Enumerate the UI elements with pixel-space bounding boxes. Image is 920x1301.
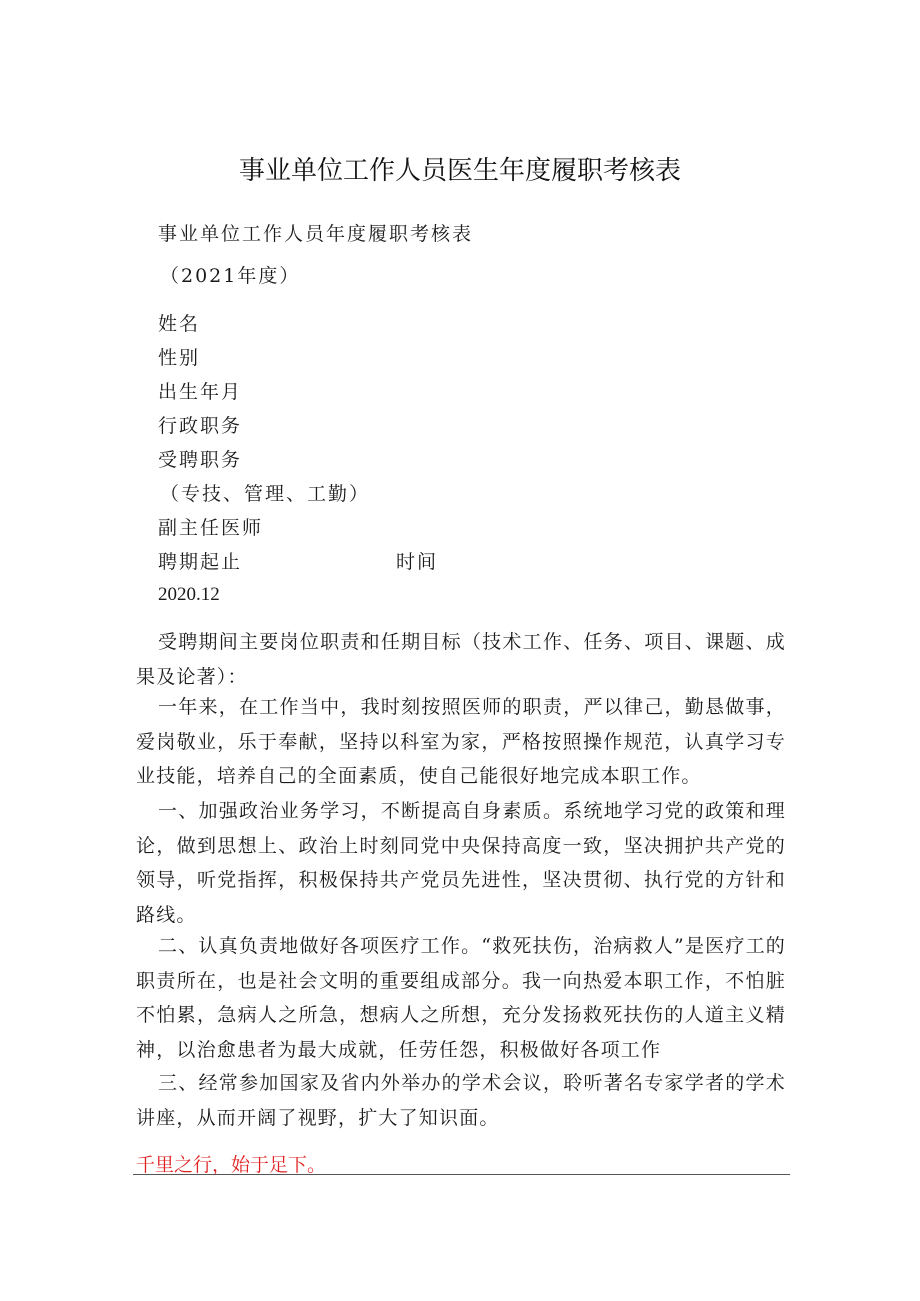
field-hired-post-label: 受聘职务 [158,449,243,471]
form-subtitle: 事业单位工作人员年度履职考核表 [158,223,474,245]
field-post-value: 副主任医师 [158,517,264,539]
field-date-value: 2020.12 [158,584,220,605]
paragraph-politics: 一、加强政治业务学习，不断提高自身素质。系统地学习党的政策和理论，做到思想上、政治上时刻同党中央保持高度一致，坚决拥护共产党的领导，听党指挥，积极保持共产党员先进性，坚决贯彻、执行党的方针和路线。 [136,800,786,926]
field-gender-label: 性别 [158,347,201,369]
divider-rule [133,1174,790,1175]
paragraph-medical-work: 二、认真负责地做好各项医疗工作。“救死扶伤，治病救人”是医疗工的职责所在，也是社会文明的重要组成部分。我一向热爱本职工作，不怕脏不怕累，急病人之所急，想病人之所想，充分发扬救死扶伤的人道主义精神，以治愈患者为最大成就，任劳任怨，积极做好各项工作 [136,935,786,1061]
field-admin-post-label: 行政职务 [158,415,243,437]
form-year: （2021年度） [160,265,301,287]
paragraph-academic: 三、经常参加国家及省内外举办的学术会议，聆听著名专家学者的学术讲座，从而开阔了视野，扩大了知识面。 [136,1072,786,1129]
field-birth-label: 出生年月 [158,381,243,403]
slogan-text: 千里之行，始于足下。 [136,1154,327,1176]
paragraph-intro: 一年来，在工作当中，我时刻按照医师的职责，严以律己，勤恳做事，爱岗敬业，乐于奉献，坚持以科室为家，严格按照操作规范，认真学习专业技能，培养自己的全面素质，使自己能很好地完成本职工作。 [136,696,786,787]
field-term-time-label: 时间 [396,551,439,573]
document-title: 事业单位工作人员医生年度履职考核表 [238,156,681,186]
field-post-category: （专技、管理、工勤） [160,483,371,505]
paragraph-duties-heading: 受聘期间主要岗位职责和任期目标（技术工作、任务、项目、课题、成果及论著）： [136,631,786,688]
field-name-label: 姓名 [158,313,201,335]
field-term-start-label: 聘期起止 [158,551,243,573]
